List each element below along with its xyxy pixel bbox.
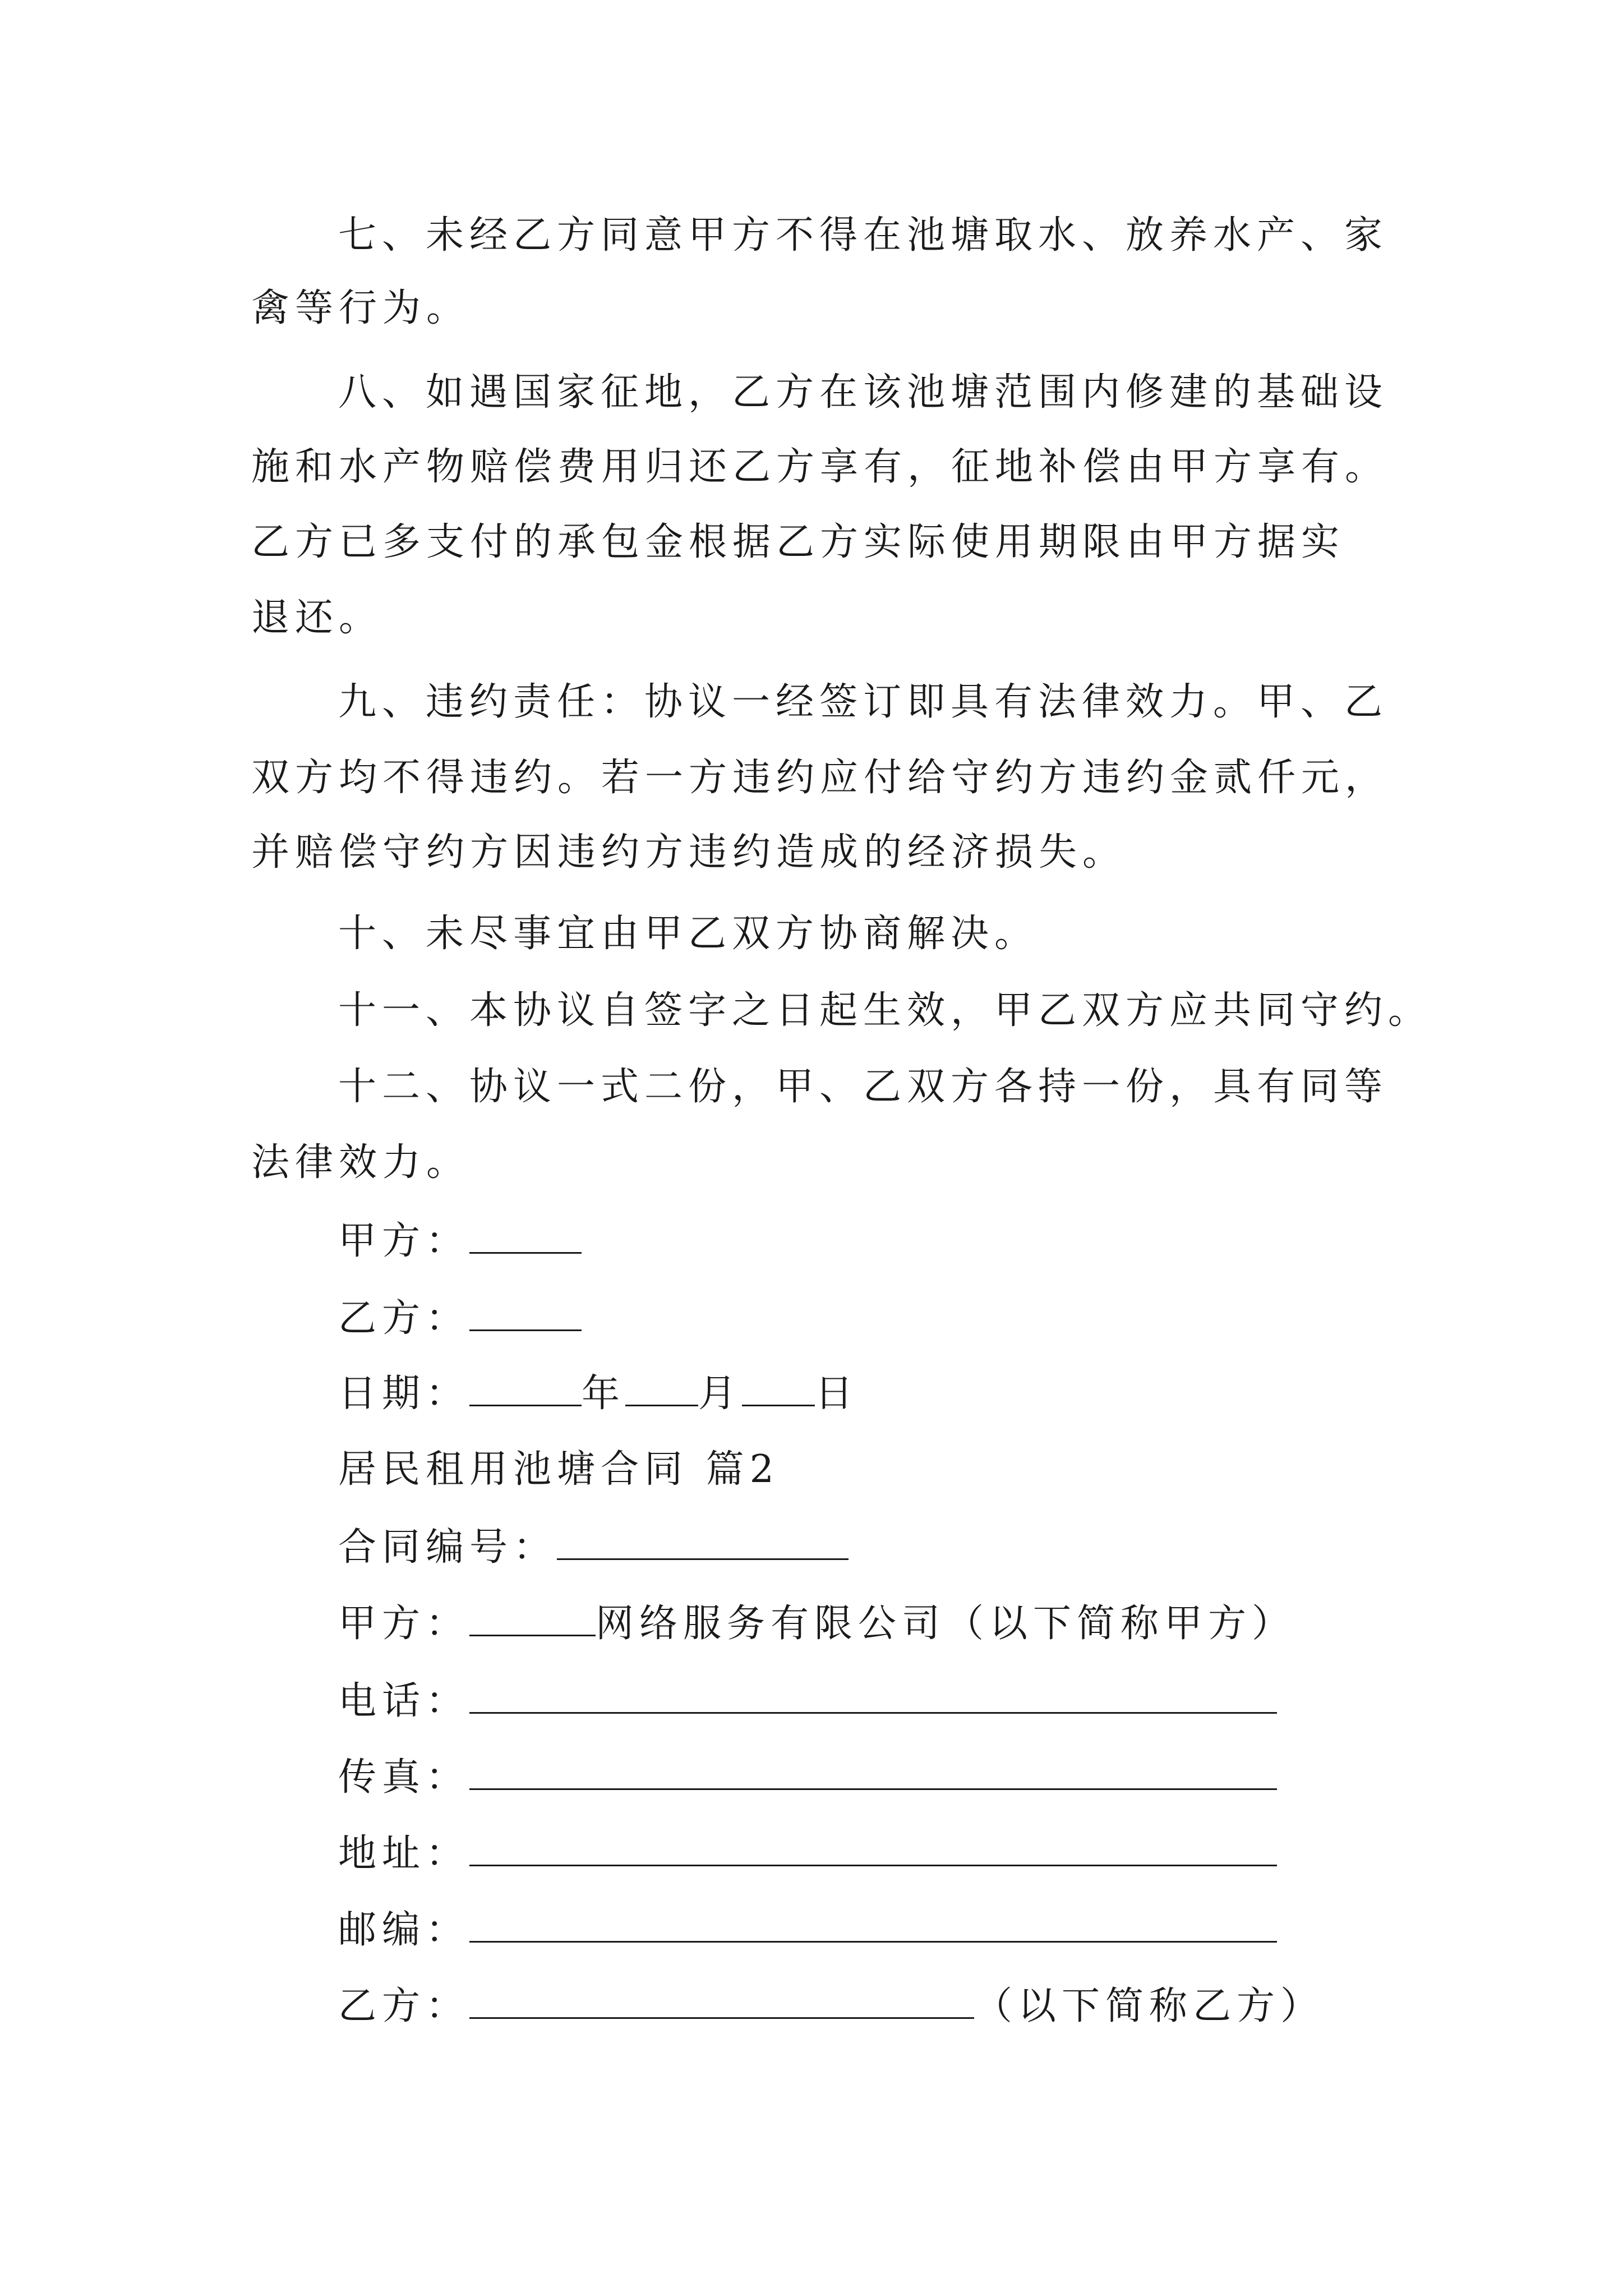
address-label: 地址：: [338, 1832, 470, 1876]
day-blank: [742, 1370, 815, 1406]
contract-party-b-label: 乙方：: [338, 1984, 470, 2028]
clause-12-line-1: 十二、协议一式二份，甲、乙双方各持一份，具有同等: [338, 1065, 1389, 1109]
contract-party-b-blank: [469, 1982, 974, 2019]
month-blank: [625, 1370, 698, 1406]
party-a-blank: [469, 1217, 582, 1254]
signature-date: [338, 1370, 859, 1416]
clause-8-line-2: 施和水产物赔偿费用归还乙方享有，征地补偿由甲方享有。: [251, 445, 1389, 489]
contract-number-row: [338, 1524, 849, 1570]
contract-party-a-row: [338, 1600, 1295, 1646]
contract-number-label: 合同编号：: [338, 1525, 557, 1570]
party-a-label: 甲方：: [338, 1219, 470, 1263]
year-label: 年: [582, 1372, 626, 1416]
phone-row: [338, 1677, 1277, 1724]
clause-11: 十一、本协议自签字之日起生效，甲乙双方应共同守约。: [338, 988, 1432, 1033]
year-blank: [469, 1370, 582, 1406]
postcode-label: 邮编：: [338, 1908, 470, 1952]
signature-party-b: [338, 1295, 582, 1341]
clause-8-line-1: 八、如遇国家征地，乙方在该池塘范围内修建的基础设: [338, 370, 1389, 415]
signature-party-a: [338, 1217, 582, 1264]
postcode-row: [338, 1906, 1277, 1953]
address-blank: [469, 1830, 1277, 1866]
clause-8-line-4: 退还。: [251, 596, 383, 640]
clause-7-line-1: 七、未经乙方同意甲方不得在池塘取水、放养水产、家: [338, 213, 1389, 257]
date-label: 日期：: [338, 1372, 470, 1416]
party-b-label: 乙方：: [338, 1296, 470, 1341]
clause-9-line-2: 双方均不得违约。若一方违约应付给守约方违约金贰仟元，: [251, 756, 1389, 800]
fax-label: 传真：: [338, 1755, 470, 1800]
postcode-blank: [469, 1906, 1277, 1943]
phone-label: 电话：: [338, 1679, 470, 1723]
clause-7-line-2: 禽等行为。: [251, 286, 471, 330]
day-label: 日: [815, 1372, 859, 1416]
clause-12-line-2: 法律效力。: [251, 1140, 471, 1185]
phone-blank: [469, 1677, 1277, 1714]
clause-9-line-1: 九、违约责任：协议一经签订即具有法律效力。甲、乙: [338, 680, 1389, 724]
contract-party-a-label: 甲方：: [338, 1602, 470, 1646]
contract-number-blank: [557, 1524, 849, 1560]
fax-blank: [469, 1754, 1277, 1790]
contract-party-b-suffix: （以下简称乙方）: [974, 1984, 1325, 2028]
contract-party-a-blank: [469, 1600, 596, 1636]
month-label: 月: [698, 1372, 743, 1416]
fax-row: [338, 1754, 1277, 1800]
contract-party-a-suffix: 网络服务有限公司（以下简称甲方）: [596, 1602, 1296, 1646]
clause-10: 十、未尽事宜由甲乙双方协商解决。: [338, 912, 1039, 956]
address-row: [338, 1830, 1277, 1876]
contract-party-b-row: [338, 1982, 1324, 2029]
clause-9-line-3: 并赔偿守约方因违约方违约造成的经济损失。: [251, 830, 1127, 875]
clause-8-line-3: 乙方已多支付的承包金根据乙方实际使用期限由甲方据实: [251, 520, 1345, 564]
party-b-blank: [469, 1295, 582, 1331]
contract-2-heading: 居民租用池塘合同 篇2: [338, 1447, 780, 1492]
